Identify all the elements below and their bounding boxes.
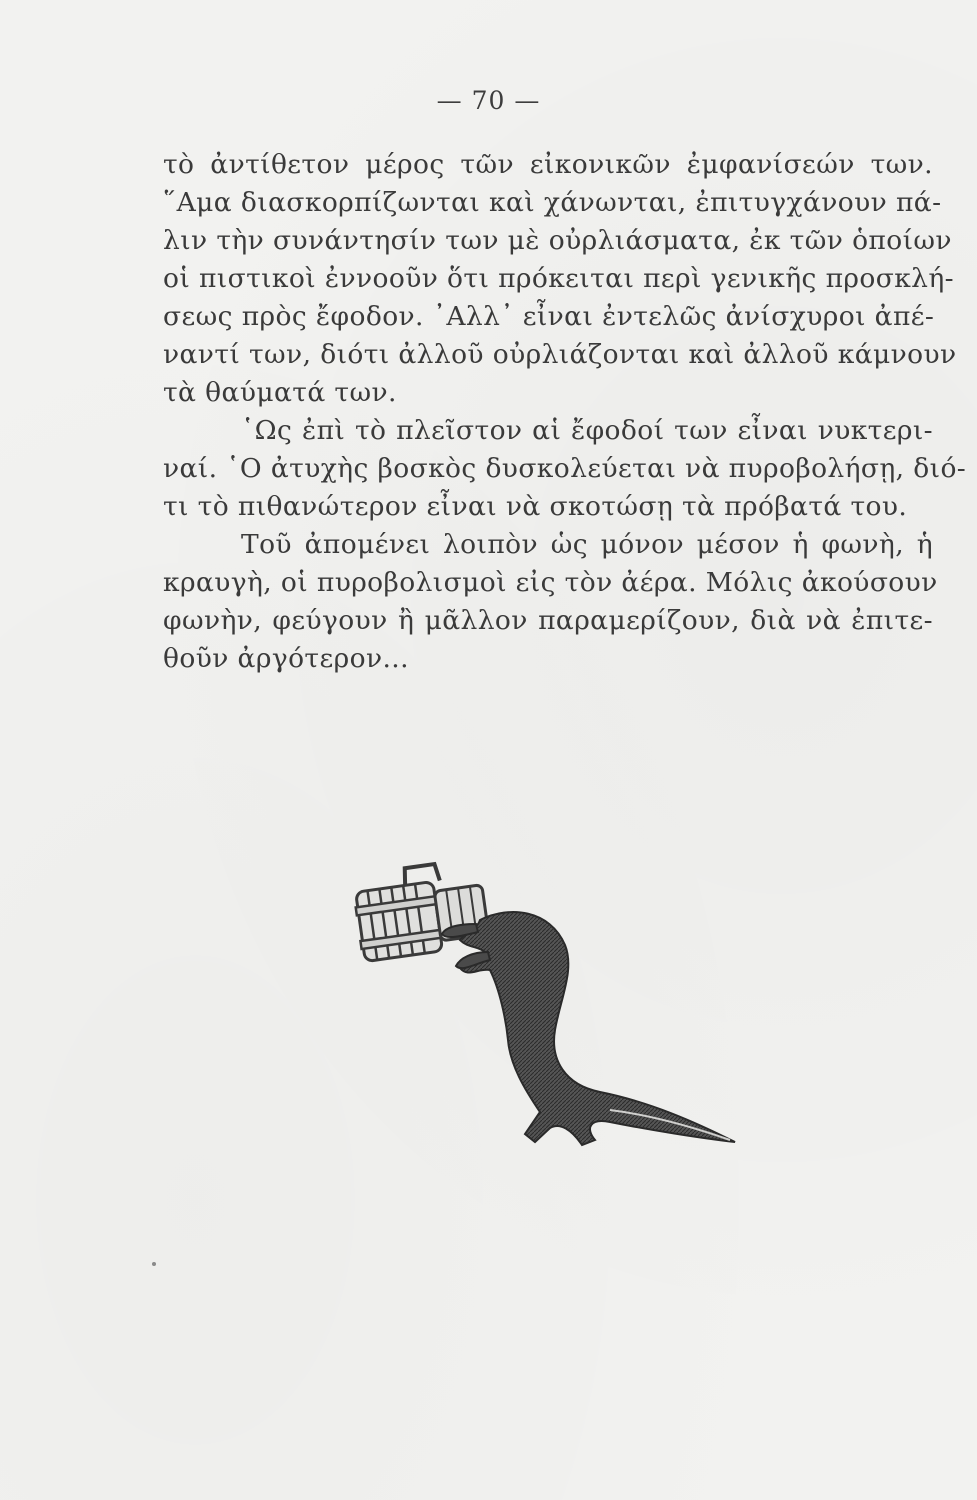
text-line: σεως πρὸς ἔφοδον. ᾿Αλλ᾿ εἶναι ἐντελῶς ἀνίσχυροι ἀπέ-	[163, 301, 935, 332]
text-line: ῞Αμα διασκορπίζωνται καὶ χάνωνται, ἐπιτυγχάνουν πά-	[163, 187, 942, 218]
ink-speck	[152, 1262, 156, 1266]
text-line: θοῦν ἀργότερον...	[163, 643, 409, 674]
body-text	[163, 146, 967, 678]
text-line: τὸ ἀντίθετον μέρος τῶν εἰκονικῶν ἐμφανίσεών των.	[163, 149, 933, 180]
text-line: τι τὸ πιθανώτερον εἶναι νὰ σκοτώσῃ τὰ πρόβατά του.	[163, 491, 908, 522]
text-line: ναί. ῾Ο ἀτυχὴς βοσκὸς δυσκολεύεται νὰ πυροβολήσῃ, διό-	[163, 453, 967, 484]
page-number: — 70 —	[436, 86, 541, 115]
text-line: φωνὴν, φεύγουν ἢ μᾶλλον παραμερίζουν, διὰ νὰ ἐπιτε-	[163, 605, 933, 636]
text-line: ναντί των, διότι ἀλλοῦ οὐρλιάζονται καὶ ἀλλοῦ κάμνουν	[163, 339, 957, 370]
text-line: Τοῦ ἀπομένει λοιπὸν ὡς μόνον μέσον ἡ φωνὴ, ἡ	[241, 529, 933, 560]
wolf-body	[460, 912, 735, 1145]
text-line: τὰ θαύματά των.	[163, 377, 397, 408]
text-line: κραυγὴ, οἱ πυροβολισμοὶ εἰς τὸν ἀέρα. Μόλις ἀκούσουν	[163, 567, 938, 598]
text-line: οἱ πιστικοὶ ἐννοοῦν ὅτι πρόκειται περὶ γενικῆς προσκλή-	[163, 263, 955, 294]
barrel-shape	[351, 860, 490, 962]
text-line: ῾Ως ἐπὶ τὸ πλεῖστον αἱ ἔφοδοί των εἶναι νυκτερι-	[241, 415, 933, 446]
wolf-with-barrel-icon	[350, 860, 750, 1160]
text-line: λιν τὴν συνάντησίν των μὲ οὐρλιάσματα, ἐκ τῶν ὁποίων	[163, 225, 952, 256]
